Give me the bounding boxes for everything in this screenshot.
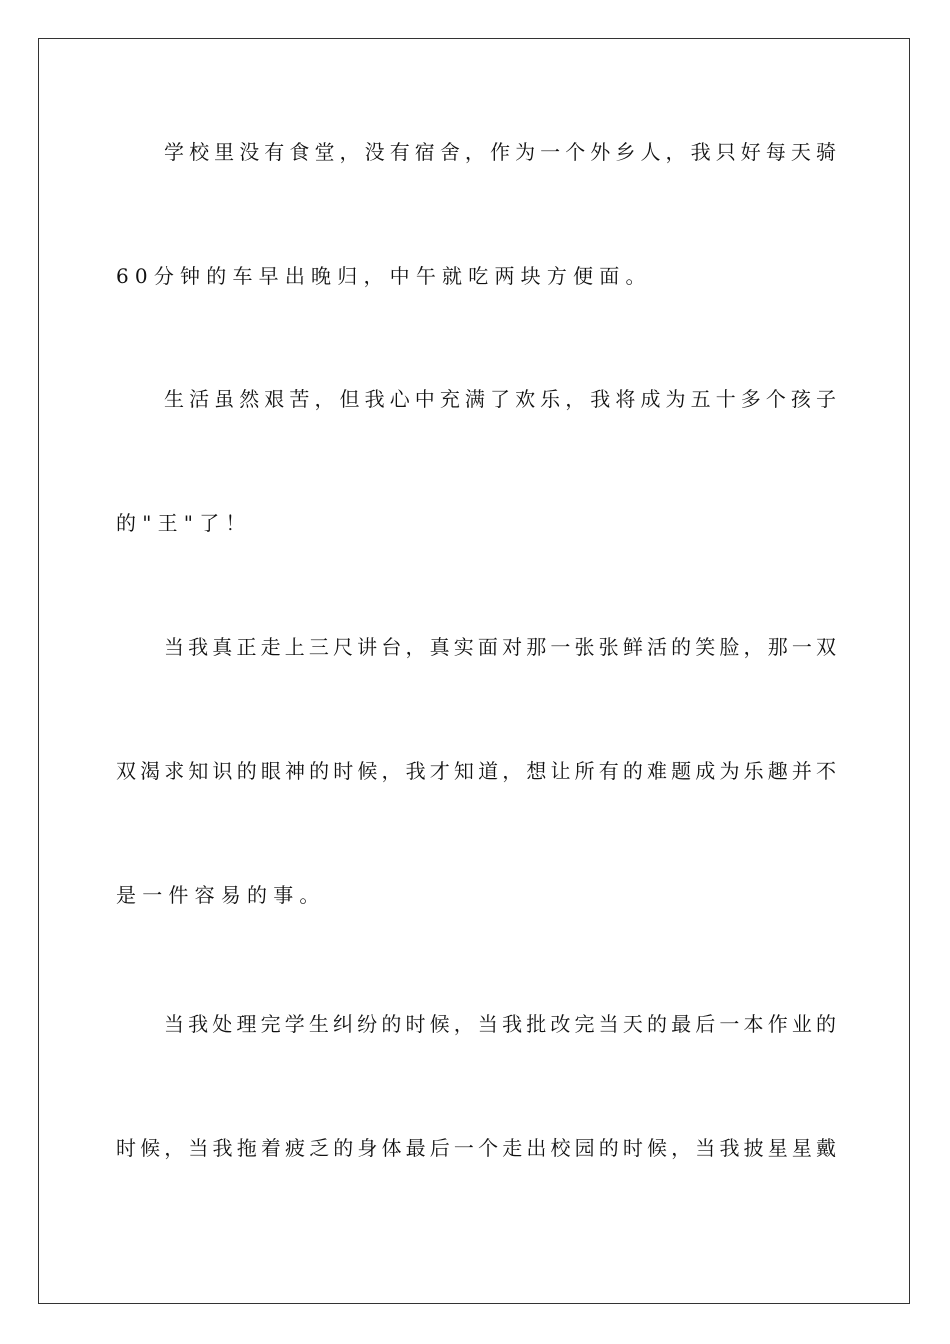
paragraph-3-line-3: 是一件容易的事。 (116, 883, 326, 907)
page-frame (38, 38, 910, 1304)
paragraph-3-line-2: 双渴求知识的眼神的时候，我才知道，想让所有的难题成为乐趣并不 (116, 759, 836, 783)
paragraph-4-line-1: 当我处理完学生纠纷的时候，当我批改完当天的最后一本作业的 (164, 1012, 836, 1036)
paragraph-2-line-2: 的"王"了！ (116, 511, 252, 535)
paragraph-1-line-1: 学校里没有食堂，没有宿舍，作为一个外乡人，我只好每天骑 (164, 140, 836, 164)
paragraph-1-line-2: 60分钟的车早出晚归，中午就吃两块方便面。 (116, 264, 652, 288)
paragraph-4-line-2: 时候，当我拖着疲乏的身体最后一个走出校园的时候，当我披星星戴 (116, 1136, 836, 1160)
paragraph-2-line-1: 生活虽然艰苦，但我心中充满了欢乐，我将成为五十多个孩子 (164, 387, 836, 411)
paragraph-3-line-1: 当我真正走上三尺讲台，真实面对那一张张鲜活的笑脸，那一双 (164, 635, 836, 659)
